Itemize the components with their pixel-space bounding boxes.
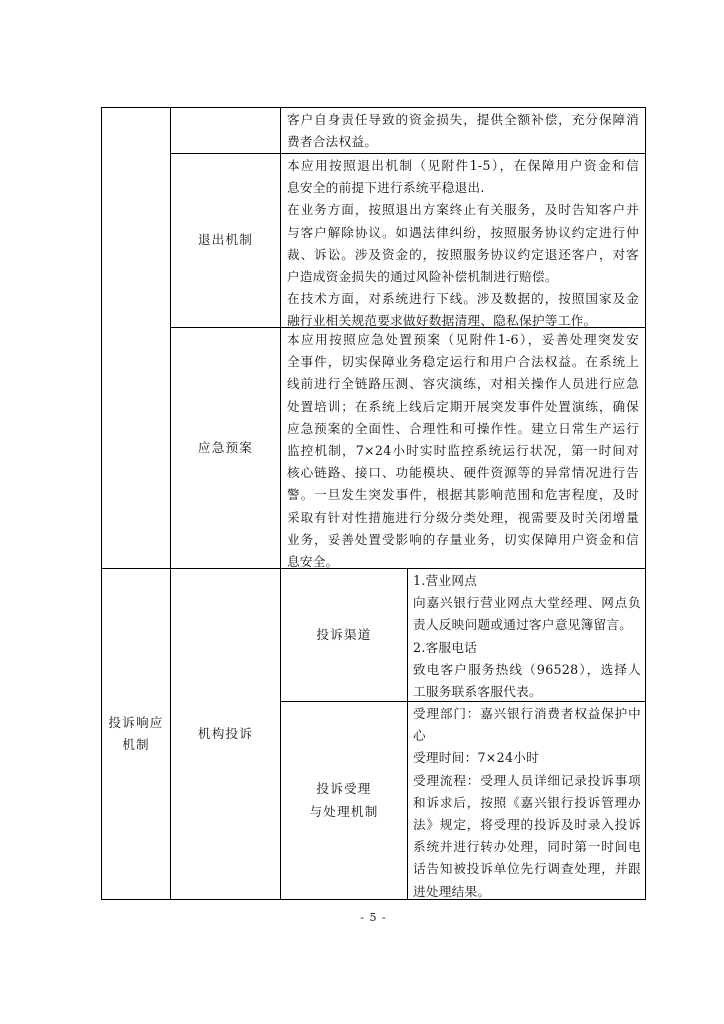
paragraph xyxy=(413,659,641,703)
paragraph xyxy=(413,747,641,769)
text-line: 裁、诉讼。涉及资金的，按照服务协议约定退还客户，对客 xyxy=(287,246,639,262)
text-line: 1.营业网点 xyxy=(413,573,478,588)
table-cell-emergency-content xyxy=(280,327,646,569)
table-cell-emergency-label xyxy=(170,327,281,569)
table-cell-channels-content xyxy=(407,568,646,702)
row-label: 退出机制 xyxy=(197,232,254,248)
text-line: 核心链路、接口、功能模块、硬件资源等的异常情况进行告 xyxy=(287,465,639,481)
text-line: 业务，妥善处置受影响的存量业务，切实保障用户资金和信 xyxy=(287,531,639,547)
text-line: 应急预案的全面性、合理性和可操作性。建立日常生产运行 xyxy=(287,420,639,436)
text-line: 在技术方面，对系统进行下线。涉及数据的，按照国家及金 xyxy=(287,291,639,307)
text-line: 责人反映问题或通过客户意见簿留言。 xyxy=(413,617,633,633)
text-line: 致电客户服务热线（96528），选择人 xyxy=(413,661,641,677)
text-line: 费者合法权益。 xyxy=(287,134,378,150)
text-line: 本应用按照退出机制（见附件1-5），在保障用户资金和信 xyxy=(287,158,639,173)
table-cell-exit-label xyxy=(170,153,281,328)
text-line: 全事件，切实保障业务稳定运行和用户合法权益。在系统上 xyxy=(287,354,639,370)
text-line: 线前进行全链路压测、容灾演练，对相关操作人员进行应急 xyxy=(287,376,639,392)
table-cell-exit-content xyxy=(280,153,646,328)
text-line: 受理流程：受理人员详细记录投诉事项 xyxy=(413,772,641,788)
text-line: 法》规定，将受理的投诉及时录入投诉 xyxy=(413,816,641,832)
text-line: 本应用按照应急处置预案（见附件1-6），妥善处理突发安 xyxy=(287,332,639,347)
table-cell-compensation-content xyxy=(280,107,646,154)
text-line: 话告知被投诉单位先行调查处理，并跟 xyxy=(413,861,641,877)
text-line: 客户自身责任导致的资金损失，提供全额补偿，充分保障消 xyxy=(287,112,639,127)
paragraph xyxy=(287,329,639,573)
text-line: 受理时间：7×24小时 xyxy=(413,750,540,766)
text-line: 与客户解除协议。如遇法律纠纷，按照服务协议约定进行仲 xyxy=(287,224,639,240)
text-line: 在业务方面，按照退出方案终止有关服务，及时告知客户并 xyxy=(287,202,639,218)
row-label: 投诉渠道 xyxy=(316,626,372,642)
paragraph xyxy=(413,592,641,636)
category-label-line: 投诉响应 xyxy=(108,714,164,730)
text-line: 心 xyxy=(413,728,426,744)
text-line: 息安全的前提下进行系统平稳退出. xyxy=(287,180,485,196)
text-line: 系统并进行转办处理，同时第一时间电 xyxy=(413,839,641,855)
paragraph xyxy=(413,637,641,659)
text-line: 融行业相关规范要求做好数据清理、隐私保护等工作。 xyxy=(287,313,597,329)
paragraph xyxy=(287,199,639,288)
text-line: 警。一旦发生突发事件，根据其影响范围和危害程度，及时 xyxy=(287,487,639,503)
text-line: 处置培训；在系统上线后定期开展突发事件处置演练，确保 xyxy=(287,398,639,414)
row-label-line: 与处理机制 xyxy=(309,803,379,819)
text-line: 息安全。 xyxy=(287,553,339,569)
text-line: 采取有针对性措施进行分级分类处理，视需要及时关闭增量 xyxy=(287,509,639,525)
paragraph xyxy=(287,288,639,332)
text-line: 户造成资金损失的通过风险补偿机制进行赔偿。 xyxy=(287,268,558,284)
paragraph xyxy=(287,155,639,199)
text-line: 和诉求后，按照《嘉兴银行投诉管理办 xyxy=(413,794,641,810)
table-cell-handling-label xyxy=(280,701,408,900)
paragraph xyxy=(287,109,639,153)
text-line: 向嘉兴银行营业网点大堂经理、网点负 xyxy=(413,595,641,611)
text-line: 监控机制，7×24小时实时监控系统运行状况，第一时间对 xyxy=(287,442,639,458)
paragraph xyxy=(413,770,641,903)
table-cell-category-continued xyxy=(101,107,171,569)
text-line: 工服务联系客服代表。 xyxy=(413,683,542,699)
row-label: 机构投诉 xyxy=(197,725,254,741)
category-label-line: 机制 xyxy=(122,737,150,752)
table-cell-complaint-category xyxy=(101,568,171,900)
paragraph xyxy=(413,570,641,592)
text-line: 进处理结果。 xyxy=(413,883,491,899)
table-cell-handling-content xyxy=(407,701,646,900)
row-label: 应急预案 xyxy=(197,439,254,455)
table-cell-channels-label xyxy=(280,568,408,702)
row-label-line: 投诉受理 xyxy=(316,781,372,797)
text-line: 受理部门：嘉兴银行消费者权益保护中 xyxy=(413,706,641,721)
table-cell-complaint-subcategory xyxy=(170,568,281,900)
table-cell-item-empty xyxy=(170,107,281,154)
text-line: 2.客服电话 xyxy=(413,639,478,655)
paragraph xyxy=(413,703,641,747)
page-number: - 5 - xyxy=(360,911,387,924)
